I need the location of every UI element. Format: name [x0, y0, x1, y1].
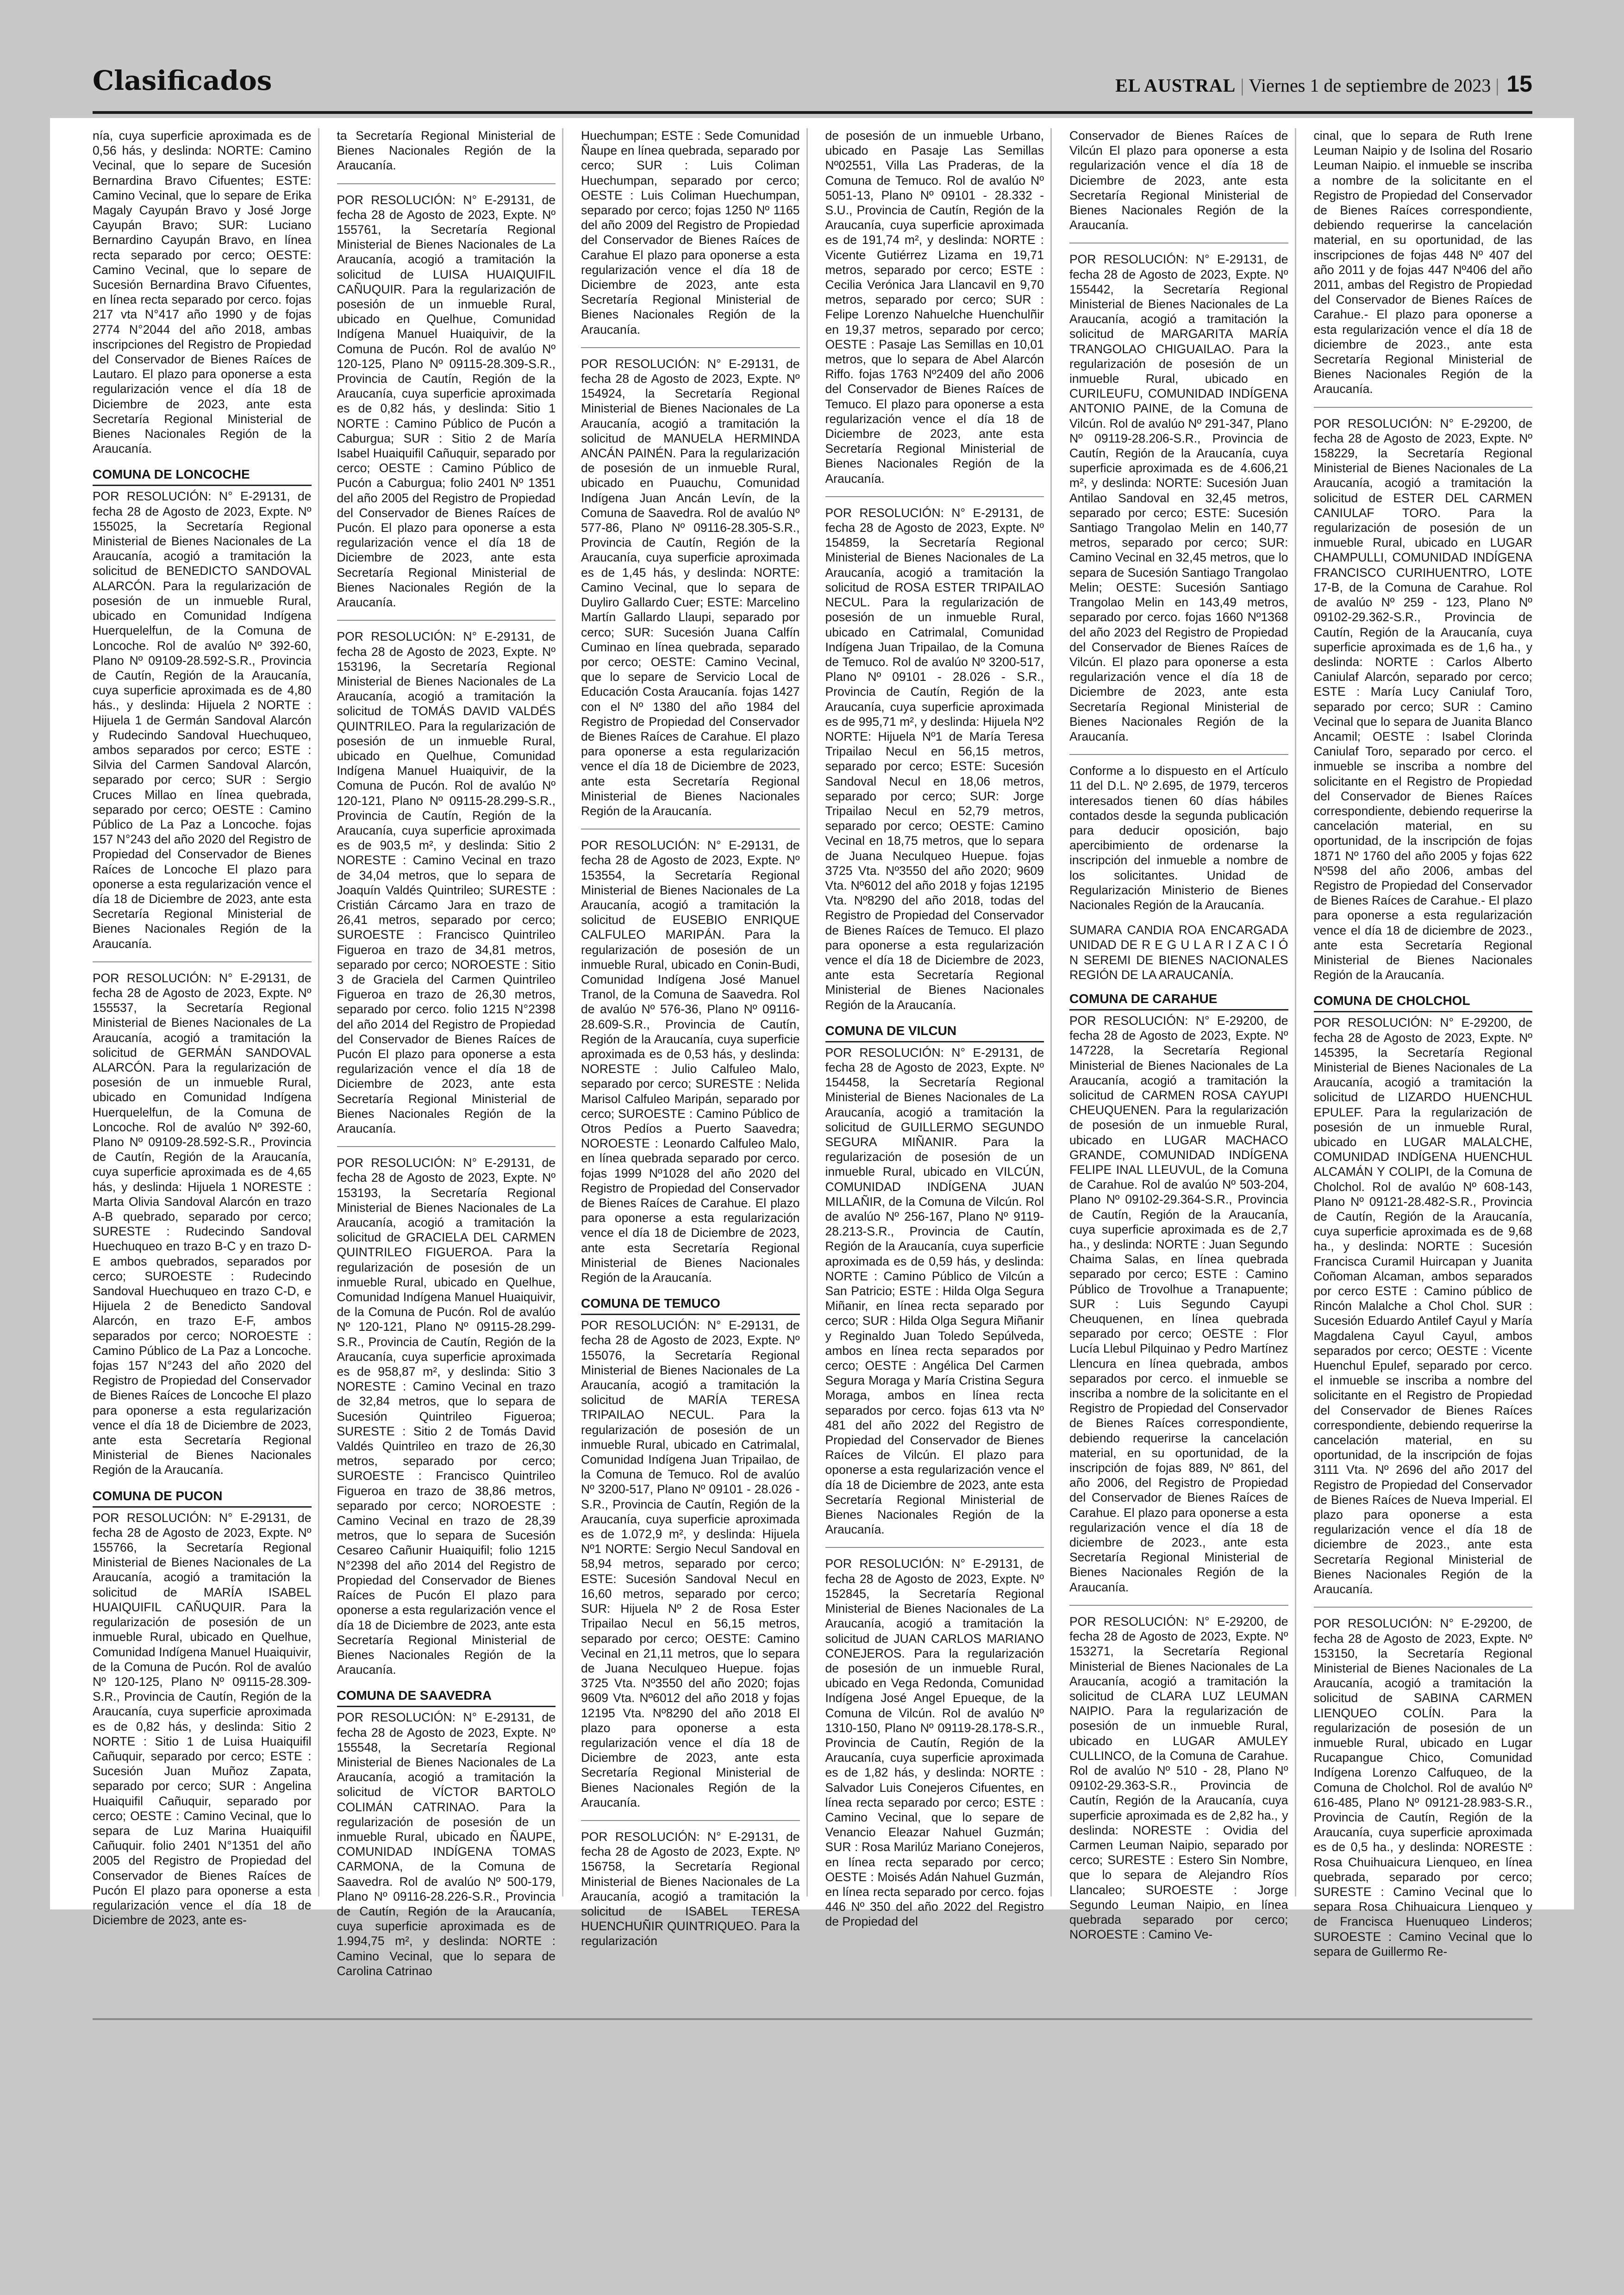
notice-divider — [825, 496, 1044, 497]
column-2 — [337, 128, 564, 1978]
notice-divider — [337, 620, 556, 621]
legal-notice: POR RESOLUCIÓN: N° E-29200, de fecha 28 de Agosto de 2023, Expte. Nº 158229, la Secretaría Regional Ministerial de Bienes Nacionales de La Araucanía, acogió a tramitación la solicitud de ESTER DEL CARMEN CANIULAF TORO. Para la regularización de posesión de un inmueble Rural, ubicado en LUGAR CHAMPULLI, COMUNIDAD INDÍGENA FRANCISCO CURIHUENTRO, LOTE 17-B, de la Comuna de Carahue. Rol de avalúo Nº 259 - 123, Plano Nº 09102-29.362-S.R., Provincia de Cautín, Región de la Araucanía, cuya superficie aproximada es de 1,6 ha., y deslinda: NORTE : Carlos Alberto Caniulaf Alarcón, separado por cerco; ESTE : María Lucy Caniulaf Toro, separado por cerco; SUR : Camino Vecinal que lo separa de Juanita Blanco Ancamil; OESTE : Isabel Clorinda Caniulaf Toro, separado por cerco. el inmueble se inscriba a nombre del solicitante en el Registro de Propiedad del Conservador de Bienes Raíces correspondiente, debiendo requerirse la cancelación material, en su oportunidad, de la inscripción de fojas 1871 Nº 1760 del año 2005 y fojas 622 Nº598 del año 2006, ambas del Registro de Propiedad del Conservador de Bienes Raíces de Carahue.- El plazo para oponerse a esta regularización vence el día 18 de diciembre de 2023., ante esta Secretaría Regional Ministerial de Bienes Nacionales Región de la Araucanía. — [1313, 416, 1532, 982]
legal-notice: POR RESOLUCIÓN: N° E-29131, de fecha 28 de Agosto de 2023, Expte. Nº 154458, la Secretaría Regional Ministerial de Bienes Nacionales de La Araucanía, acogió a tramitación la solicitud de GUILLERMO SEGUNDO SEGURA MIÑANIR. Para la regularización de posesión de un inmueble Rural, ubicado en VILCÚN, COMUNIDAD INDÍGENA JUAN MILLAÑIR, de la Comuna de Vilcún. Rol de avalúo Nº 256-167, Plano Nº 9119-28.213-S.R., Provincia de Cautín, Región de la Araucanía, cuya superficie aproximada es de 0,59 hás, y deslinda: NORTE : Camino Público de Vilcún a San Patricio; ESTE : Hilda Olga Segura Miñanir, en línea recta separado por cerco; SUR : Hilda Olga Segura Miñanir y Reginaldo Juan Toledo Sepúlveda, ambos en línea recta separados por cerco; OESTE : Angélica Del Carmen Segura Moraga y María Cristina Segura Moraga, ambos en línea recta separados por cerco. fojas 613 vta Nº 481 del año 2022 del Registro de Propiedad del Conservador de Bienes Raíces de Vilcún. El plazo para oponerse a esta regularización vence el día 18 de Diciembre de 2023, ante esta Secretaría Regional Ministerial de Bienes Nacionales Región de la Araucanía. — [825, 1045, 1044, 1537]
classifieds-page — [50, 118, 1574, 1978]
section-title: Clasificados — [93, 65, 272, 96]
comuna-heading: COMUNA DE LONCOCHE — [93, 466, 312, 486]
legal-notice: POR RESOLUCIÓN: N° E-29200, de fecha 28 de Agosto de 2023, Expte. Nº 145395, la Secretaría Regional Ministerial de Bienes Nacionales de La Araucanía, acogió a tramitación la solicitud de LIZARDO HUENCHUL EPULEF. Para la regularización de posesión de un inmueble Rural, ubicado en LUGAR MALALCHE, COMUNIDAD INDÍGENA HUENCHUL ALCAMÁN Y COLIPI, de la Comuna de Cholchol. Rol de avalúo Nº 608-143, Plano Nº 09121-28.482-S.R., Provincia de Cautín, Región de la Araucanía, cuya superficie aproximada es de 9,68 ha., y deslinda: NORTE : Sucesión Francisca Curamil Huircapan y Juanita Coñoman Alcaman, ambos separados por cerco ESTE : Camino público de Rincón Malalche a Chol Chol. SUR : Sucesión Eduardo Antilef Cayul y María Magdalena Cayul Cayul, ambos separados por cerco; OESTE : Vicente Huenchul Epulef, separado por cerco. el inmueble se inscriba a nombre del solicitante en el Registro de Propiedad del Conservador de Bienes Raíces correspondiente, debiendo requerirse la cancelación material, en su oportunidad, de la inscripción de fojas 3111 Vta. Nº 2696 del año 2017 del Registro de Propiedad del Conservador de Bienes Raíces de Nueva Imperial. El plazo para oponerse a esta regularización vence el día 18 de diciembre de 2023., ante esta Secretaría Regional Ministerial de Bienes Nacionales Región de la Araucanía. — [1313, 1016, 1532, 1597]
header-separator: | — [1495, 75, 1499, 96]
column-5 — [1069, 128, 1296, 1942]
notice-divider — [581, 347, 800, 348]
legal-notice: POR RESOLUCIÓN: N° E-29131, de fecha 28 de Agosto de 2023, Expte. Nº 154924, la Secretaría Regional Ministerial de Bienes Nacionales de La Araucanía, acogió a tramitación la solicitud de MANUELA HERMINDA ANCÁN PAINÉN. Para la regularización de posesión de un inmueble Rural, ubicado en Puauchu, Comunidad Indígena Juan Ancán Levín, de la Comuna de Saavedra. Rol de avalúo Nº 577-86, Plano Nº 09116-28.305-S.R., Provincia de Cautín, Región de la Araucanía, cuya superficie aproximada es de 1,45 hás, y deslinda: NORTE: Camino Vecinal, que lo separa de Duyliro Gallardo Cuer; ESTE: Marcelino Martín Gallardo Llaupi, separado por cerco; SUR: Sucesión Juana Calfín Cuminao en línea quebrada, separado por cerco; OESTE: Camino Vecinal, que lo separe de Servicio Local de Educación Costa Araucanía. fojas 1427 con el Nº 1380 del año 1984 del Registro de Propiedad del Conservador de Bienes Raíces de Carahue. El plazo para oponerse a esta regularización vence el día 18 de Diciembre de 2023, ante esta Secretaría Regional Ministerial de Bienes Nacionales Región de la Araucanía. — [581, 356, 800, 818]
comuna-heading: COMUNA DE PUCON — [93, 1488, 312, 1508]
legal-notice: POR RESOLUCIÓN: N° E-29131, de fecha 28 de Agosto de 2023, Expte. Nº 153554, la Secretaría Regional Ministerial de Bienes Nacionales de La Araucanía, acogió a tramitación la solicitud de EUSEBIO ENRIQUE CALFULEO MARIPÁN. Para la regularización de posesión de un inmueble Rural, ubicado en Conin-Budi, Comunidad Indígena José Manuel Tranol, de la Comuna de Saavedra. Rol de avalúo Nº 576-36, Plano Nº 09116-28.609-S.R., Provincia de Cautín, Región de la Araucanía, cuya superficie aproximada es de 0,53 hás, y deslinda: NORESTE : Julio Calfuleo Malo, separado por cerco; SURESTE : Nelida Marisol Calfuleo Maripán, separado por cerco; SUROESTE : Camino Público de Otros Pedíos a Puerto Saavedra; NOROESTE : Leonardo Calfuleo Malo, en línea quebrada separado por cerco. fojas 1999 Nº1028 del año 2020 del Registro de Propiedad del Conservador de Bienes Raíces de Carahue. El plazo para oponerse a esta regularización vence el día 18 de Diciembre de 2023, ante esta Secretaría Regional Ministerial de Bienes Nacionales Región de la Araucanía. — [581, 838, 800, 1285]
footer-rule — [93, 2018, 1532, 2020]
notice-divider — [825, 1547, 1044, 1548]
legal-notice: POR RESOLUCIÓN: N° E-29200, de fecha 28 de Agosto de 2023, Expte. Nº 147228, la Secretaría Regional Ministerial de Bienes Nacionales de La Araucanía, acogió a tramitación la solicitud de CARMEN ROSA CAYUPI CHEUQUENEN. Para la regularización de posesión de un inmueble Rural, ubicado en LUGAR MACHACO GRANDE, COMUNIDAD INDÍGENA FELIPE INAL LLEUVUL, de la Comuna de Carahue. Rol de avalúo Nº 503-204, Plano Nº 09102-29.364-S.R., Provincia de Cautín, Región de la Araucanía, cuya superficie aproximada es de 2,7 ha., y deslinda: NORTE : Juan Segundo Chaima Salas, en línea quebrada separado por cerco; ESTE : Camino Público de Trovolhue a Tranapuente; SUR : Luis Segundo Cayupi Cheuquenen, en línea quebrada separado por cerco; OESTE : Flor Lucía Llebul Pilquinao y Pedro Martínez Llencura en línea quebrada, ambos separados por cerco. el inmueble se inscriba a nombre de la solicitante en el Registro de Propiedad del Conservador de Bienes Raíces correspondiente, debiendo requerirse la cancelación material, en su oportunidad, de la inscripción de fojas 889, Nº 861, del año 2006, del Registro de Propiedad del Conservador de Bienes Raíces de Carahue. El plazo para oponerse a esta regularización vence el día 18 de diciembre de 2023., ante esta Secretaría Regional Ministerial de Bienes Nacionales Región de la Araucanía. — [1069, 1013, 1288, 1594]
comuna-heading: COMUNA DE VILCUN — [825, 1023, 1044, 1042]
header-info — [1115, 70, 1532, 97]
notice-divider — [93, 961, 312, 962]
legal-notice: Huechumpan; ESTE : Sede Comunidad Ñaupe en línea quebrada, separado por cerco; SUR : Luis Coliman Huechumpan, separado por cerco; OESTE : Luis Coliman Huechumpan, separado por cerco; fojas 1250 Nº 1165 del año 2009 del Registro de Propiedad del Conservador de Bienes Raíces de Carahue El plazo para oponerse a esta regularización vence el día 18 de Diciembre de 2023, ante esta Secretaría Regional Ministerial de Bienes Nacionales Región de la Araucanía. — [581, 129, 800, 337]
legal-notice: POR RESOLUCIÓN: N° E-29200, de fecha 28 de Agosto de 2023, Expte. Nº 153150, la Secretaría Regional Ministerial de Bienes Nacionales de La Araucanía, acogió a tramitación la solicitud de SABINA CARMEN LIENQUEO COLÍN. Para la regularización de posesión de un inmueble Rural, ubicado en Lugar Rucapangue Chico, Comunidad Indígena Lorenzo Calfuqueo, de la Comuna de Cholchol. Rol de avalúo Nº 616-485, Plano Nº 09121-28.983-S.R., Provincia de Cautín, Región de la Araucanía, cuya superficie aproximada es de 0,5 ha., y deslinda: NORESTE : Rosa Chuihuaicura Lienqueo, en línea quebrada, separado por cerco; SURESTE : Camino Vecinal que lo separa Rosa Chihuaicura Lienqueo y de Francisca Huenuqueo Linderos; SUROESTE : Camino Vecinal que lo separa de Guillermo Re- — [1313, 1616, 1532, 1958]
legal-notice: ta Secretaría Regional Ministerial de Bienes Nacionales Región de la Araucanía. — [337, 129, 556, 173]
newspaper-name: EL AUSTRAL — [1115, 75, 1236, 96]
legal-notice: POR RESOLUCIÓN: N° E-29131, de fecha 28 de Agosto de 2023, Expte. Nº 155761, la Secretaría Regional Ministerial de Bienes Nacionales de La Araucanía, acogió a tramitación la solicitud de LUISA HUAIQUIFIL CAÑUQUIR. Para la regularización de posesión de un inmueble Rural, ubicado en Quelhue, Comunidad Indígena Manuel Huaiquivir, de la Comuna de Pucón. Rol de avalúo Nº 120-125, Plano Nº 09115-28.309-S.R., Provincia de Cautín, Región de la Araucanía, cuya superficie aproximada es de 0,82 hás, y deslinda: Sitio 1 NORTE : Camino Público de Pucón a Caburgua; SUR : Sitio 2 de María Isabel Huaiquifil Cañuquir, separado por cerco; OESTE : Camino Público de Pucón a Caburgua; folio 2401 Nº 1351 del año 2005 del Registro de Propiedad del Conservador de Bienes Raíces de Pucón. El plazo para oponerse a esta regularización vence el día 18 de Diciembre de 2023, ante esta Secretaría Regional Ministerial de Bienes Nacionales Región de la Araucanía. — [337, 193, 556, 610]
notice-divider — [337, 183, 556, 184]
legal-notice: POR RESOLUCIÓN: N° E-29131, de fecha 28 de Agosto de 2023, Expte. Nº 155537, la Secretaría Regional Ministerial de Bienes Nacionales de La Araucanía, acogió a tramitación la solicitud de GERMÁN SANDOVAL ALARCÓN. Para la regularización de posesión de un inmueble Rural, ubicado en Comunidad Indígena Huerquelelfun, de la Comuna de Loncoche. Rol de avalúo Nº 392-60, Plano Nº 09109-28.592-S.R., Provincia de Cautín, Región de la Araucanía, cuya superficie aproximada es de 4,65 hás, y deslinda: Hijuela 1 NORESTE : Marta Olivia Sandoval Alarcón en trazo A-B quebrado, separado por cerco; SURESTE : Rudecindo Sandoval Huechuqueo en trazo B-C y en trazo D-E ambos quebrados, separados por cerco; SUROESTE : Rudecindo Sandoval Huechuqueo en trazo C-D, e Hijuela 2 de Benedicto Sandoval Alarcón, en trazo E-F, ambos separados por cerco; NOROESTE : Camino Público de La Paz a Loncoche. fojas 157 N°243 del año 2020 del Registro de Propiedad del Conservador de Bienes Raíces de Loncoche El plazo para oponerse a esta regularización vence el día 18 de Diciembre de 2023, ante esta Secretaría Regional Ministerial de Bienes Nacionales Región de la Araucanía. — [93, 971, 312, 1477]
notice-divider — [1314, 1607, 1533, 1608]
legal-notice: POR RESOLUCIÓN: N° E-29131, de fecha 28 de Agosto de 2023, Expte. Nº 154859, la Secretaría Regional Ministerial de Bienes Nacionales de La Araucanía, acogió a tramitación la solicitud de ROSA ESTER TRIPAILAO NECUL. Para la regularización de posesión de un inmueble Rural, ubicado en Catrimalal, Comunidad Indígena Juan Tripailao, de la Comuna de Temuco. Rol de avalúo Nº 3200-517, Plano Nº 09101 - 28.026 - S.R., Provincia de Cautín, Región de la Araucanía, cuya superficie aproximada es de 995,71 m², y deslinda: Hijuela Nº2 NORTE: Hijuela Nº1 de María Teresa Tripailao Necul en 56,15 metros, separado por cerco; ESTE: Sucesión Sandoval Necul en 18,06 metros, separado por cerco; SUR: Jorge Tripailao Necul en 52,79 metros, separado por cerco; OESTE: Camino Vecinal en 18,75 metros, que lo separa de Juana Neculqueo Huepue. fojas 3725 Vta. Nº3550 del año 2020; 9609 Vta. Nº6012 del año 2018 y fojas 12195 Vta. Nº8290 del año 2018, todas del Registro de Propiedad del Conservador de Bienes Raíces de Temuco. El plazo para oponerse a esta regularización vence el día 18 de Diciembre de 2023, ante esta Secretaría Regional Ministerial de Bienes Nacionales Región de la Araucanía. — [825, 505, 1044, 1012]
column-6 — [1313, 128, 1533, 1958]
column-4 — [825, 128, 1052, 1929]
comuna-heading: COMUNA DE TEMUCO — [581, 1295, 800, 1315]
page-number: 15 — [1506, 71, 1532, 97]
notice-divider — [1069, 754, 1288, 755]
notice-divider — [1069, 1605, 1288, 1606]
header-separator: | — [1240, 75, 1244, 96]
notice-divider — [337, 1146, 556, 1147]
legal-notice: POR RESOLUCIÓN: N° E-29131, de fecha 28 de Agosto de 2023, Expte. Nº 155025, la Secretaría Regional Ministerial de Bienes Nacionales de La Araucanía, acogió a tramitación la solicitud de BENEDICTO SANDOVAL ALARCÓN. Para la regularización de posesión de un inmueble Rural, ubicado en Comunidad Indígena Huerquelelfun, de la Comuna de Loncoche. Rol de avalúo Nº 392-60, Plano Nº 09109-28.592-S.R., Provincia de Cautín, Región de la Araucanía, cuya superficie aproximada es de 4,80 hás., y deslinda: Hijuela 2 NORTE : Hijuela 1 de Germán Sandoval Alarcón y Rudecindo Sandoval Huechuqueo, ambos separados por cerco; ESTE : Silvia del Carmen Sandoval Alarcón, separado por cerco; SUR : Sergio Cruces Millao en línea quebrada, separado por cerco; OESTE : Camino Público de La Paz a Loncoche. fojas 157 N°243 del año 2020 del Registro de Propiedad del Conservador de Bienes Raíces de Loncoche El plazo para oponerse a esta regularización vence el día 18 de Diciembre de 2023, ante esta Secretaría Regional Ministerial de Bienes Nacionales Región de la Araucanía. — [93, 489, 312, 951]
legal-notice: cinal, que lo separa de Ruth Irene Leuman Naipio y de Isolina del Rosario Leuman Naipio. el inmueble se inscriba a nombre de la solicitante en el Registro de Propiedad del Conservador de Bienes Raíces correspondiente, debiendo requerirse la cancelación material, en su oportunidad, de las inscripciones de fojas 448 Nº 407 del año 2011 y de fojas 447 Nº406 del año 2011, ambas del Registro de Propiedad del Conservador de Bienes Raíces de Carahue.- El plazo para oponerse a esta regularización vence el día 18 de diciembre de 2023., ante esta Secretaría Regional Ministerial de Bienes Nacionales Región de la Araucanía. — [1313, 129, 1532, 396]
legal-notice: POR RESOLUCIÓN: N° E-29200, de fecha 28 de Agosto de 2023, Expte. Nº 153271, la Secretaría Regional Ministerial de Bienes Nacionales de La Araucanía, acogió a tramitación la solicitud de CLARA LUZ LEUMAN NAIPIO. Para la regularización de posesión de un inmueble Rural, ubicado en LUGAR AMULEY CULLINCO, de la Comuna de Carahue. Rol de avalúo Nº 510 - 28, Plano Nº 09102-29.363-S.R., Provincia de Cautín, Región de la Araucanía, cuya superficie aproximada es de 2,82 ha., y deslinda: NORESTE : Ovidia del Carmen Leuman Naipio, separado por cerco; SURESTE : Estero Sin Nombre, que lo separa de Alejandro Ríos Llancaleo; SUROESTE : Jorge Segundo Leuman Naipio, en línea quebrada separado por cerco; NOROESTE : Camino Ve- — [1069, 1614, 1288, 1942]
legal-notice: de posesión de un inmueble Urbano, ubicado en Pasaje Las Semillas Nº02551, Villa Las Praderas, de la Comuna de Temuco. Rol de avalúo Nº 5051-13, Plano Nº 09101 - 28.332 - S.U., Provincia de Cautín, Región de la Araucanía, cuya superficie aproximada es de 191,74 m², y deslinda: NORTE : Vicente Gutiérrez Lizama en 19,71 metros, separado por cerco; ESTE : Cecilia Verónica Jara Llancavil en 9,70 metros, separado por cerco; SUR : Felipe Lorenzo Nahuelche Huenchulñir en 19,37 metros, separado por cerco; OESTE : Pasaje Las Semillas en 10,01 metros, que lo separa de Abel Alarcón Riffo. fojas 1763 Nº2409 del año 2006 del Conservador de Bienes Raíces de Temuco. El plazo para oponerse a esta regularización vence el día 18 de Diciembre de 2023, ante esta Secretaría Regional Ministerial de Bienes Nacionales Región de la Araucanía. — [825, 129, 1044, 486]
legal-notice: POR RESOLUCIÓN: N° E-29131, de fecha 28 de Agosto de 2023, Expte. Nº 155548, la Secretaría Regional Ministerial de Bienes Nacionales de La Araucanía, acogió a tramitación la solicitud de VÍCTOR BARTOLO COLIMÁN CATRINAO. Para la regularización de posesión de un inmueble Rural, ubicado en ÑAUPE, COMUNIDAD INDÍGENA TOMAS CARMONA, de la Comuna de Saavedra. Rol de avalúo Nº 500-179, Plano Nº 09116-28.226-S.R., Provincia de Cautín, Región de la Araucanía, cuya superficie aproximada es de 1.994,75 m², y deslinda: NORTE : Camino Vecinal, que lo separa de Carolina Catrinao — [337, 1710, 556, 1978]
legal-notice: POR RESOLUCIÓN: N° E-29131, de fecha 28 de Agosto de 2023, Expte. Nº 152845, la Secretaría Regional Ministerial de Bienes Nacionales de La Araucanía, acogió a tramitación la solicitud de JUAN CARLOS MARIANO CONEJEROS. Para la regularización de posesión de un inmueble Rural, ubicado en Vega Redonda, Comunidad Indígena José Angel Epueque, de la Comuna de Vilcún. Rol de avalúo Nº 1310-150, Plano Nº 09119-28.178-S.R., Provincia de Cautín, Región de la Araucanía, cuya superficie aproximada es de 1,82 hás, y deslinda: NORTE : Salvador Luis Conejeros Cifuentes, en línea recta separado por cerco; ESTE : Camino Vecinal, que lo separe de Venancio Eleazar Nahuel Guzmán; SUR : Rosa Marilúz Mariano Conejeros, en línea recta separado por cerco; OESTE : Moisés Adán Nahuel Guzmán, en línea recta separado por cerco. fojas 446 Nº 350 del año 2022 del Registro de Propiedad del — [825, 1557, 1044, 1929]
notice-divider — [1314, 407, 1533, 408]
masthead — [93, 60, 1532, 114]
notice-divider — [581, 1820, 800, 1821]
column-container — [93, 128, 1532, 1978]
comuna-heading: COMUNA DE SAAVEDRA — [337, 1687, 556, 1707]
legal-notice: POR RESOLUCIÓN: N° E-29131, de fecha 28 de Agosto de 2023, Expte. Nº 155076, la Secretaría Regional Ministerial de Bienes Nacionales de La Araucanía, acogió a tramitación la solicitud de MARÍA TERESA TRIPAILAO NECUL. Para la regularización de posesión de un inmueble Rural, ubicado en Catrimalal, Comunidad Indígena Juan Tripailao, de la Comuna de Temuco. Rol de avalúo Nº 3200-517, Plano Nº 09101 - 28.026 - S.R., Provincia de Cautín, Región de la Araucanía, cuya superficie aproximada es de 1.072,9 m², y deslinda: Hijuela Nº1 NORTE: Sergio Necul Sandoval en 58,94 metros, separado por cerco; ESTE: Sucesión Sandoval Necul en 16,60 metros, separado por cerco; SUR: Hijuela Nº 2 de Rosa Ester Tripailao Necul en 56,15 metros, separado por cerco; OESTE: Camino Vecinal en 21,11 metros, que lo separa de Juana Neculqueo Huepue. fojas 3725 Vta. Nº3550 del año 2020; fojas 9609 Vta. Nº6012 del año 2018 y fojas 12195 Vta. Nº8290 del año 2018 El plazo para oponerse a esta regularización vence el día 18 de Diciembre de 2023, ante esta Secretaría Regional Ministerial de Bienes Nacionales Región de la Araucanía. — [581, 1318, 800, 1809]
legal-notice: POR RESOLUCIÓN: N° E-29131, de fecha 28 de Agosto de 2023, Expte. Nº 155442, la Secretaría Regional Ministerial de Bienes Nacionales de La Araucanía, acogió a tramitación la solicitud de MARGARITA MARÍA TRANGOLAO CHIGUAILAO. Para la regularización de posesión de un inmueble Rural, ubicado en CURILEUFU, COMUNIDAD INDÍGENA ANTONIO PAINE, de la Comuna de Vilcún. Rol de avalúo Nº 291-347, Plano Nº 09119-28.206-S.R., Provincia de Cautín, Región de la Araucanía, cuya superficie aproximada es de 4.606,21 m², y deslinda: NORTE: Sucesión Juan Antilao Sandoval en 32,45 metros, separado por cerco; ESTE: Sucesión Santiago Trangolao Melin en 140,77 metros, separado por cerco; SUR: Camino Vecinal en 32,45 metros, que lo separa de Sucesión Santiago Trangolao Melin; OESTE: Sucesión Santiago Trangolao Melin en 143,49 metros, separado por cerco. fojas 1660 Nº1368 del año 2023 del Registro de Propiedad del Conservador de Bienes Raíces de Vilcún. El plazo para oponerse a esta regularización vence el día 18 de Diciembre de 2023, ante esta Secretaría Regional Ministerial de Bienes Nacionales Región de la Araucanía. — [1069, 252, 1288, 743]
legal-notice: POR RESOLUCIÓN: N° E-29131, de fecha 28 de Agosto de 2023, Expte. Nº 155766, la Secretaría Regional Ministerial de Bienes Nacionales de La Araucanía, acogió a tramitación la solicitud de MARÍA ISABEL HUAIQUIFIL CAÑUQUIR. Para la regularización de posesión de un inmueble Rural, ubicado en Quelhue, Comunidad Indígena Manuel Huaiquivir, de la Comuna de Pucón. Rol de avalúo Nº 120-125, Plano Nº 09115-28.309-S.R., Provincia de Cautín, Región de la Araucanía, cuya superficie aproximada es de 0,82 hás, y deslinda: Sitio 2 NORTE : Sitio 1 de Luisa Huaiquifil Cañuquir, separado por cerco; ESTE : Sucesión Juan Muñoz Zapata, separado por cerco; SUR : Angelina Huaiquifil Cañuquir, separado por cerco; OESTE : Camino Vecinal, que lo separa de Luz Marina Huaiquifil Cañuquir. folio 2401 N°1351 del año 2005 del Registro de Propiedad del Conservador de Bienes Raíces de Pucón El plazo para oponerse a esta regularización vence el día 18 de Diciembre de 2023, ante es- — [93, 1510, 312, 1927]
column-3 — [581, 128, 808, 1948]
legal-notice: POR RESOLUCIÓN: N° E-29131, de fecha 28 de Agosto de 2023, Expte. Nº 156758, la Secretaría Regional Ministerial de Bienes Nacionales de La Araucanía, acogió a tramitación la solicitud de ISABEL TERESA HUENCHUÑIR QUINTRIQUEO. Para la regularización — [581, 1829, 800, 1948]
legal-notice: POR RESOLUCIÓN: N° E-29131, de fecha 28 de Agosto de 2023, Expte. Nº 153193, la Secretaría Regional Ministerial de Bienes Nacionales de La Araucanía, acogió a tramitación la solicitud de GRACIELA DEL CARMEN QUINTRILEO FIGUEROA. Para la regularización de posesión de un inmueble Rural, ubicado en Quelhue, Comunidad Indígena Manuel Huaiquivir, de la Comuna de Pucón. Rol de avalúo Nº 120-121, Plano Nº 09115-28.299-S.R., Provincia de Cautín, Región de la Araucanía, cuya superficie aproximada es de 958,87 m², y deslinda: Sitio 3 NORESTE : Camino Vecinal en trazo de 32,84 metros, que lo separa de Sucesión Quintrileo Figueroa; SURESTE : Sitio 2 de Tomás David Valdés Quintrileo en trazo de 26,30 metros, separado por cerco; SUROESTE : Francisco Quintrileo Figueroa en trazo de 38,86 metros, separado por cerco; NOROESTE : Camino Vecinal en trazo de 28,39 metros, que lo separa de Sucesión Cesareo Cañunir Huaiquifil; folio 1215 N°2398 del año 2014 del Registro de Propiedad del Conservador de Bienes Raíces de Pucón El plazo para oponerse a esta regularización vence el día 18 de Diciembre de 2023, ante esta Secretaría Regional Ministerial de Bienes Nacionales Región de la Araucanía. — [337, 1156, 556, 1677]
comuna-heading: COMUNA DE CARAHUE — [1069, 991, 1288, 1010]
legal-notice: POR RESOLUCIÓN: N° E-29131, de fecha 28 de Agosto de 2023, Expte. Nº 153196, la Secretaría Regional Ministerial de Bienes Nacionales de La Araucanía, acogió a tramitación la solicitud de TOMÁS DAVID VALDÉS QUINTRILEO. Para la regularización de posesión de un inmueble Rural, ubicado en Quelhue, Comunidad Indígena Manuel Huaiquivir, de la Comuna de Pucón. Rol de avalúo Nº 120-121, Plano Nº 09115-28.299-S.R., Provincia de Cautín, Región de la Araucanía, cuya superficie aproximada es de 903,5 m², y deslinda: Sitio 2 NORESTE : Camino Vecinal en trazo de 34,04 metros, que lo separa de Joaquín Valdés Quintrileo; SURESTE : Cristián Cárcamo Jara en trazo de 26,41 metros, separado por cerco; SUROESTE : Francisco Quintrileo Figueroa en trazo de 34,81 metros, separado por cerco; NOROESTE : Sitio 3 de Graciela del Carmen Quintrileo Figueroa en trazo de 26,30 metros, separado por cerco. folio 1215 N°2398 del año 2014 del Registro de Propiedad del Conservador de Bienes Raíces de Pucón El plazo para oponerse a esta regularización vence el día 18 de Diciembre de 2023, ante esta Secretaría Regional Ministerial de Bienes Nacionales Región de la Araucanía. — [337, 630, 556, 1135]
comuna-heading: COMUNA DE CHOLCHOL — [1314, 992, 1533, 1012]
column-1 — [93, 128, 319, 1927]
legal-notice: Conservador de Bienes Raíces de Vilcún El plazo para oponerse a esta regularización vence el día 18 de Diciembre de 2023, ante esta Secretaría Regional Ministerial de Bienes Nacionales Región de la Araucanía. — [1069, 129, 1288, 232]
signature-block: SUMARA CANDIA ROA ENCARGADA UNIDAD DE R E G U L A R I Z A C I Ó N SEREMI DE BIENES NACIONALES REGIÓN DE LA ARAUCANÍA. — [1069, 923, 1288, 982]
issue-date: Viernes 1 de septiembre de 2023 — [1249, 75, 1491, 96]
legal-notice: Conforme a lo dispuesto en el Artículo 11 del D.L. Nº 2.695, de 1979, terceros interesados tienen 60 días hábiles contados desde la segunda publicación para deducir oposición, bajo apercibimiento de ordenarse la inscripción del inmueble a nombre de los solicitantes. Unidad de Regularización Ministerio de Bienes Nacionales Región de la Araucanía. — [1069, 764, 1288, 912]
legal-notice: nía, cuya superficie aproximada es de 0,56 hás, y deslinda: NORTE: Camino Vecinal, que lo separe de Sucesión Bernardina Bravo Cifuentes; ESTE: Camino Vecinal, que lo separe de Erika Magaly Cayupán Bravo y José Jorge Cayupán Bravo; SUR: Luciano Bernardino Cayupán Bravo, en línea recta separado por cerco; OESTE: Camino Vecinal, que lo separe de Sucesión Bernardina Bravo Cifuentes, en línea recta separado por cerco. fojas 217 vta N°417 año 1990 y de fojas 2774 N°2044 del año 2018, ambas inscripciones del Registro de Propiedad del Conservador de Bienes Raíces de Lautaro. El plazo para oponerse a esta regularización vence el día 18 de Diciembre de 2023, ante esta Secretaría Regional Ministerial de Bienes Nacionales Región de la Araucanía. — [93, 129, 312, 456]
